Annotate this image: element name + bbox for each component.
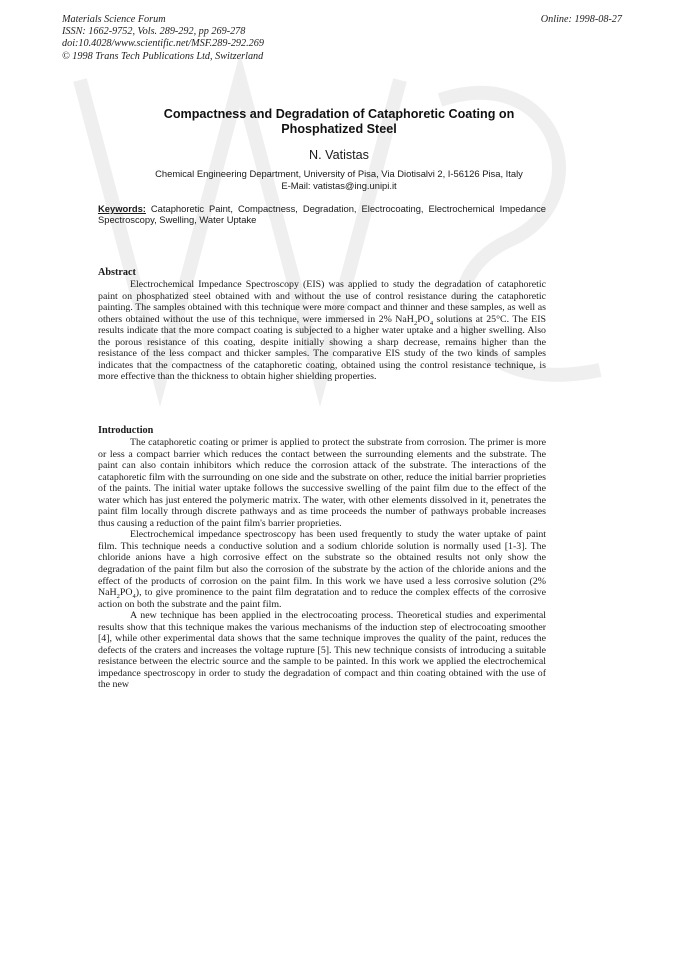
abstract-text-a: Electrochemical Impedance Spectroscopy (EIS) was applied to study the degradation of cataphoretic paint on phosphatized steel obtained with and without the use of control resistance during the cataphoretic painting. The samples obtained with this technique were more compact and thinner and these samples, as well as others obtained without the use of this technique, were immersed in 2% NaH [98, 279, 546, 325]
intro-paragraph-2 [98, 529, 546, 610]
introduction-body [98, 437, 546, 691]
copyright-line: © 1998 Trans Tech Publications Ltd, Switzerland [62, 50, 264, 62]
intro-paragraph-1: The cataphoretic coating or primer is applied to protect the substrate from corrosion. The primer is more or less a compact barrier which reduces the contact between the surrounding elements and the substrate. The paint can also contain inhibitors which reduce the corrosion attack of the substrate. The interactions of the cataphoretic film with the surrounding on one side and the substrate on other, reduce the initial barrier proprieties of the paints. The initial water uptake follows the successive swelling of the paint film due to the effect of the water which has just entered the polymeric matrix. The water, with other elements dissolved in it, penetrates the paint film locally through discrete pathways and as time proceeds the number of pathways probable increases thus causing a reduction of the paint film's barrier proprieties. [98, 437, 546, 529]
abstract-heading: Abstract [98, 267, 136, 278]
abstract-text-mid: PO [417, 313, 430, 325]
title-line-1: Compactness and Degradation of Cataphoretic Coating on [163, 107, 515, 121]
intro-p2-text-b: ), to give prominence to the paint film degratation and to reduce the complex effects of the corrosive action on both the substrate and the paint film. [98, 587, 546, 610]
abstract-sub-2: 4 [429, 319, 434, 327]
intro-p2-text-mid: PO [119, 587, 133, 599]
issn-line: ISSN: 1662-9752, Vols. 289-292, pp 269-278 [62, 26, 246, 38]
intro-p2-text-a: Electrochemical impedance spectroscopy has been used frequently to study the water uptake of paint film. This technique needs a conductive solution and a sodium chloride solution is normally used [1-3]. The chloride anions have a high corrosive effect on the substrate so the obtained results not only show the degradation of the paint film but also the corrosion of the substrate by the action of the chloride anions and the effect of the products of corrosion on the paint film. In this work we have used a less corrosive solution (2% NaH [98, 529, 546, 599]
email[interactable]: E-Mail: vatistas@ing.unipi.it [281, 179, 397, 191]
keywords-label: Keywords: [98, 203, 146, 214]
intro-p2-sub-2: 4 [132, 593, 136, 601]
author-name: N. Vatistas [309, 148, 369, 162]
keywords-text: Cataphoretic Paint, Compactness, Degradation, Electrocoating, Electrochemical Impedance Spectroscopy, Swelling, Water Uptake [98, 203, 546, 226]
paper-title [80, 107, 598, 137]
intro-p2-sub-1: 2 [116, 593, 120, 601]
journal-header [62, 14, 264, 63]
abstract-body [98, 279, 546, 383]
abstract-sub-1: 2 [413, 319, 418, 327]
online-date: Online: 1998-08-27 [540, 14, 622, 25]
introduction-heading: Introduction [98, 425, 154, 436]
doi-line[interactable]: doi:10.4028/www.scientific.net/MSF.289-292.269 [62, 38, 264, 50]
journal-name: Materials Science Forum [62, 14, 166, 25]
affiliation: Chemical Engineering Department, University of Pisa, Via Diotisalvi 2, I-56126 Pisa, Italy [155, 168, 523, 179]
title-line-2: Phosphatized Steel [281, 122, 397, 136]
intro-paragraph-3: A new technique has been applied in the electrocoating process. Theoretical studies and experimental results show that this technique makes the various mechanisms of the induction step of electrocoating smoother [4], while other experimental data shows that the same technique improves the quality of the paint, reduces the defects of the craters and increases the voltage rupture [5]. This new technique consists of introducing a suitable resistance between the electric source and the sample to be painted. In this work we applied the electrochemical impedance spectroscopy in order to study the degradation of compact and thin coating obtained with the use of the new [98, 610, 546, 691]
affiliation-block [80, 168, 598, 191]
keywords-block [98, 203, 546, 225]
abstract-text-b: solutions at 25°C. The EIS results indicate that the more compact coating is subjected to a higher water uptake and a higher swelling. Also the porous resistance of this coating, despite initially showing a sharp decrease, remains higher than the resistance of the less compact and thicker samples. The comparative EIS study of the two kinds of samples indicates that the compactness of the cataphoretic coating, obtained using the control resistance technique, is more effective than the thickness to obtain higher shielding properties. [98, 313, 546, 383]
